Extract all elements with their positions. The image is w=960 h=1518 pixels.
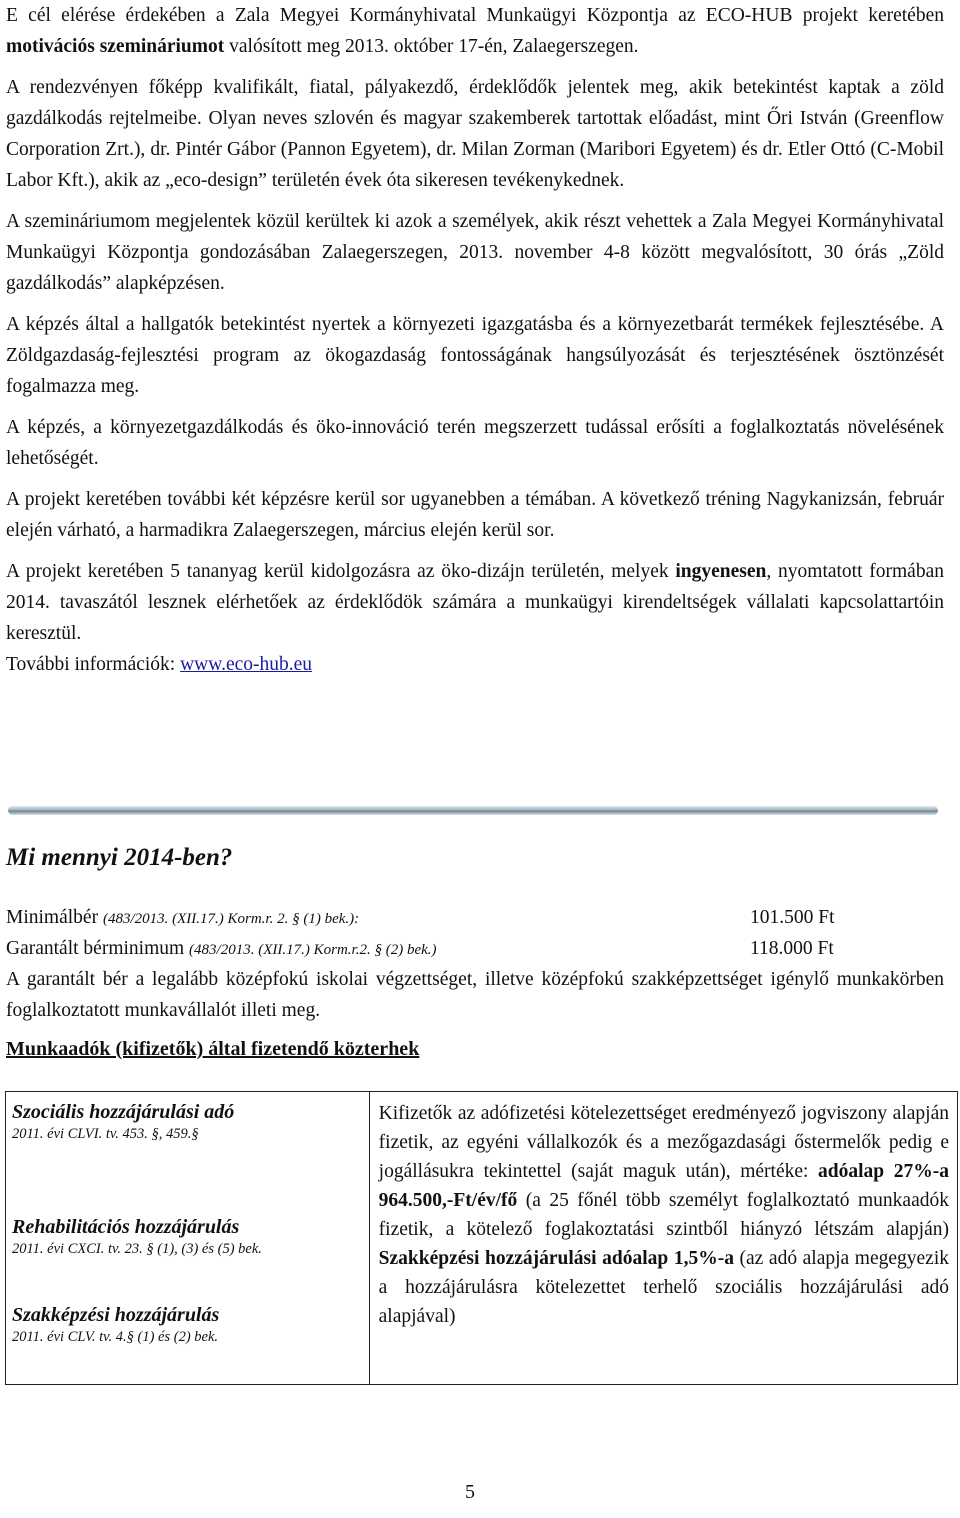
wage-reference: (483/2013. (XII.17.) Korm.r. 2. § (1) bek.): [102,911,360,927]
info-label: További információk: [6,654,181,675]
wage-reference: (483/2013. (XII.17.) Korm.r.2. § (2) bek.) [189,942,437,958]
bold-text: ingyenesen [675,561,767,582]
paragraph-innovation: A képzés, a környezetgazdálkodás és öko-innováció terén megszerzett tudással erősíti a foglalkoztatás növelésének lehetőségét. [6,417,944,469]
tax-descriptions-cell [369,1092,957,1385]
wage-amount: 118.000 Ft [750,938,834,959]
tax-item [12,1100,234,1144]
paragraph-event: A rendezvényen főképp kvalifikált, fiatal, pályakezdő, érdeklődők jelentek meg, akik betekintést kaptak a zöld gazdálkodás rejtelmeibe. Olyan neves szlovén és magyar szakemberek tartottak előadást, mint Őri István (Greenflow Corporation Zrt.), dr. Pintér Gábor (Pannon Egyetem), dr. Milan Zorman (Maribori Egyetem) és dr. Etler Ottó (C-Mobil Labor Kft.), akik az „eco-design” területén évek óta sikeresen tevékenykednek. [6,77,944,191]
wage-row-minimum [6,902,860,933]
tax-rate: 964.500,-Ft/év/fő [378,1190,518,1211]
tax-rate: adóalap 27%-a [818,1161,949,1182]
tax-name: Szakképzési hozzájárulás [12,1304,220,1326]
paragraph-training: A képzés által a hallgatók betekintést nyertek a környezeti igazgatásba és a környezetbarát termékek fejlesztésébe. A Zöldgazdaság-fejlesztési program az ökogazdaság fontosságának hangsúlyozását és terjesztésének ösztönzését fogalmazza meg. [6,314,944,397]
wage-label-wrap [6,902,359,935]
tax-table [5,1091,958,1385]
wage-row-guaranteed [6,933,860,964]
paragraph-text: A projekt keretében 5 tananyag kerül kidolgozásra az öko-dizájn területén, melyek [6,561,676,582]
tax-description: (a 25 főnél több személyt foglalkoztató munkaadók fizetik, a kötelező foglakoztatási szintből hiányzó létszám alapján) [378,1190,949,1240]
paragraph-materials [6,556,944,649]
wage-label: Minimálbér [6,907,103,928]
wage-note [6,964,944,1026]
paragraph-text: valósított meg 2013. október 17-én, Zalaegerszegen. [224,36,639,57]
document-body [6,0,944,680]
tax-rate: Szakképzési hozzájárulási adóalap 1,5%-a [378,1248,734,1269]
tax-description: Kifizetők az adófizetési kötelezettséget eredményező jogviszony alapján fizetik, az egyéni vállalkozók és a mezőgazdasági őstermelők pedig e jogállásukra tekintettel (saját maguk után), mértéke: [378,1103,949,1182]
wage-note-text: A garantált bér a legalább középfokú iskolai végzettséget, illetve középfokú szakképzettséget igénylő munkakörben foglalkoztatott munkavállalót illeti meg. [6,969,944,1021]
page-number: 5 [465,1481,475,1503]
tax-item [12,1303,219,1347]
tax-name: Rehabilitációs hozzájárulás [12,1216,240,1238]
tax-description: (az adó alapja megegyezik a hozzájárulásra kötelezettet terhelő szociális hozzájárulási adó alapjával) [378,1248,949,1327]
tax-name: Szociális hozzájárulási adó [12,1101,235,1123]
tax-descriptions [370,1092,957,1337]
tax-reference: 2011. évi CLV. tv. 4.§ (1) és (2) bek. [12,1329,219,1345]
tax-item [12,1215,262,1259]
bold-text: motivációs szemináriumot [6,36,225,57]
paragraph-text: E cél elérése érdekében a Zala Megyei Kormányhivatal Munkaügyi Központja az ECO-HUB projekt keretében [6,5,944,26]
info-line [6,649,944,680]
paragraph-next-trainings: A projekt keretében további két képzésre kerül sor ugyanebben a témában. A következő tréning Nagykanizsán, február elején várható, a harmadikra Zalaegerszegen, március elején kerül sor. [6,489,944,541]
tax-names-cell [6,1092,370,1385]
wage-label: Garantált bérminimum [6,938,190,959]
paragraph-participants: A szemináriumom megjelentek közül kerültek ki azok a személyek, akik részt vehettek a Zala Megyei Kormányhivatal Munkaügyi Központja gondozásában Zalaegerszegen, 2013. november 4-8 között megvalósított, 30 órás „Zöld gazdálkodás” alapképzésen. [6,211,944,294]
table-row [6,1092,958,1385]
tax-reference: 2011. évi CXCI. tv. 23. § (1), (3) és (5) bek. [12,1241,262,1257]
tax-section-title: Munkaadók (kifizetők) által fizetendő közterhek [6,1038,420,1060]
divider-line [8,806,938,815]
section-title: Mi mennyi 2014-ben? [6,844,233,871]
paragraph-seminar [6,0,944,62]
eco-hub-link[interactable]: www.eco-hub.eu [180,654,313,675]
wage-label-wrap [6,933,437,966]
tax-reference: 2011. évi CLVI. tv. 453. §, 459.§ [12,1126,199,1142]
paragraph-text: , nyomtatott formában 2014. tavaszától lesznek elérhetőek az érdeklődök számára a munkaügyi kirendeltségek vállalati kapcsolattartóin keresztül. [6,561,944,644]
wage-amount: 101.500 Ft [750,907,835,928]
